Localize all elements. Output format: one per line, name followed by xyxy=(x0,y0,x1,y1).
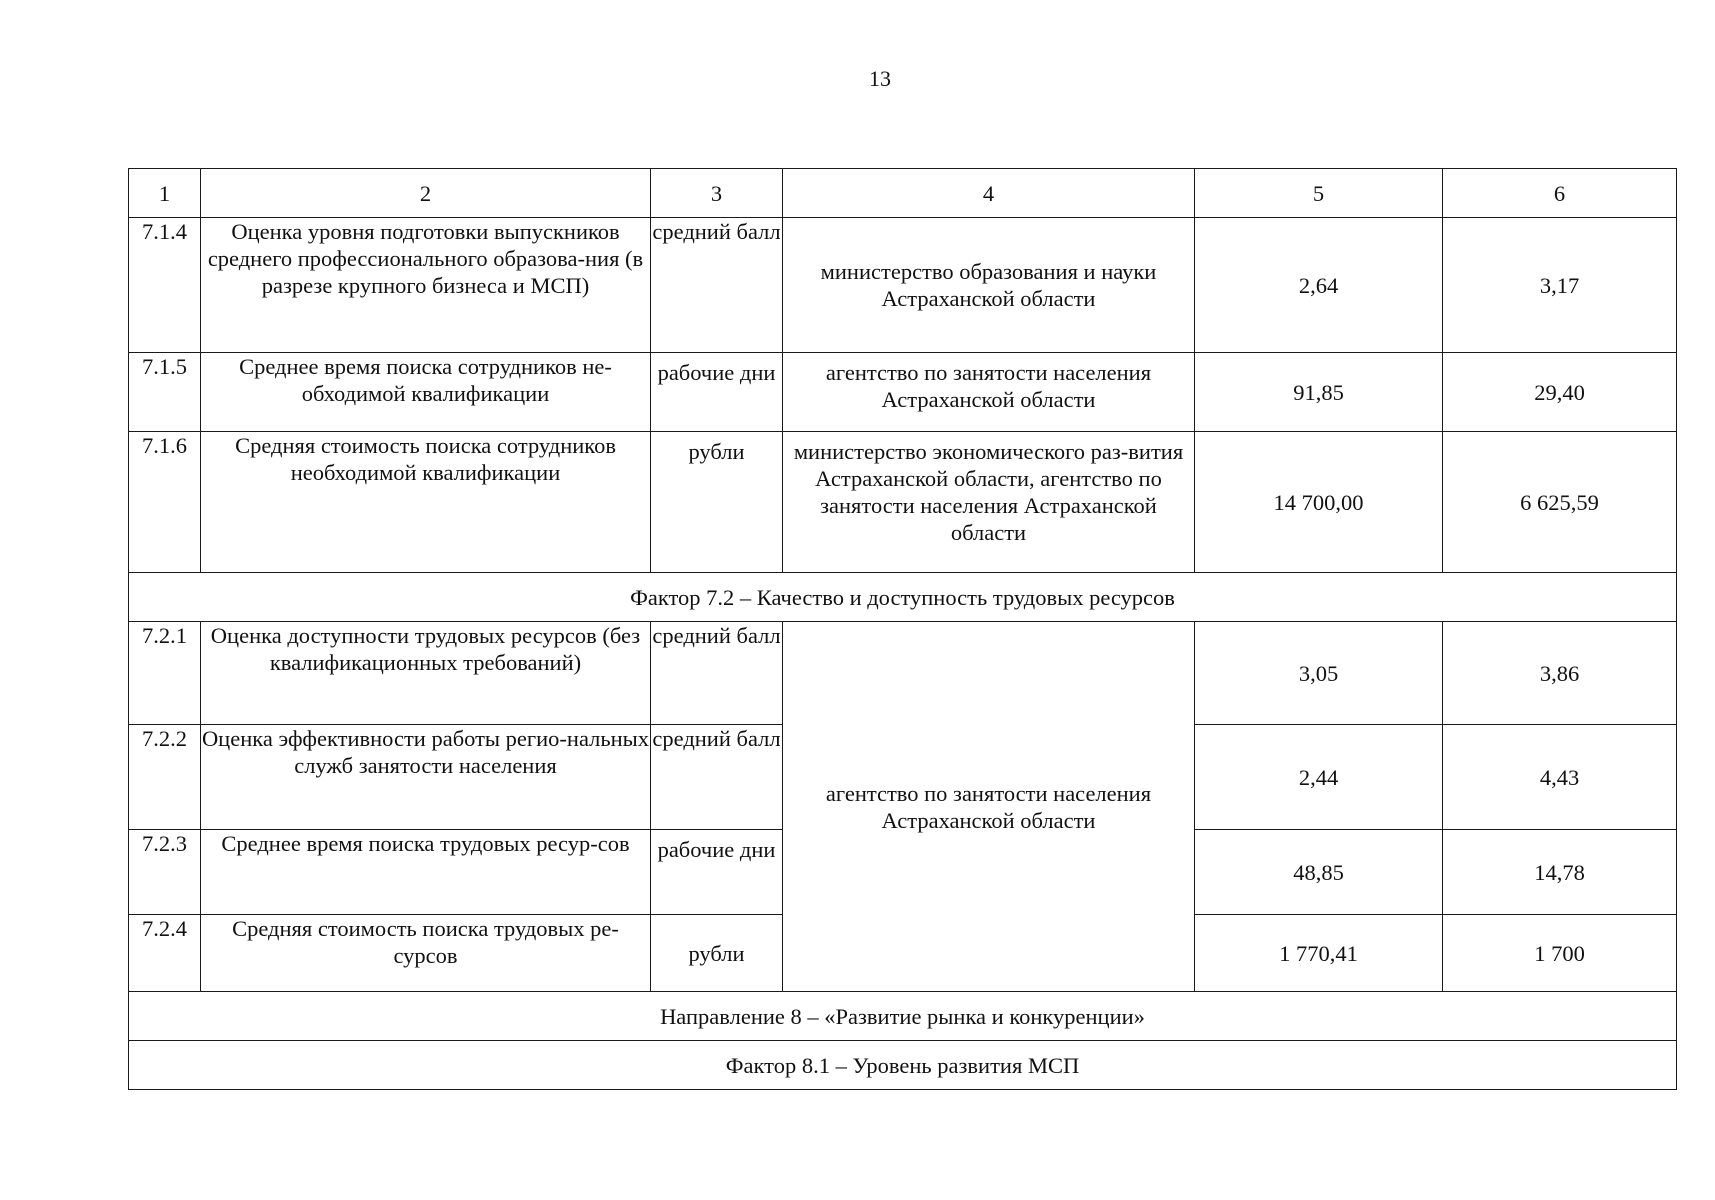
table-row xyxy=(129,432,1677,573)
direction-row xyxy=(129,992,1677,1041)
value-col5: 2,44 xyxy=(1195,725,1443,830)
unit-cell: рубли xyxy=(651,915,783,992)
row-number: 7.2.4 xyxy=(129,915,201,992)
indicators-table xyxy=(128,168,1677,1090)
source-cell-merged: агентство по занятости населения Астраханской области xyxy=(783,622,1195,992)
indicator-name: Средняя стоимость поиска трудовых ре-сурсов xyxy=(201,915,651,992)
unit-cell: средний балл xyxy=(651,218,783,353)
row-number: 7.1.4 xyxy=(129,218,201,353)
value-col6: 29,40 xyxy=(1443,353,1677,432)
value-col5: 14 700,00 xyxy=(1195,432,1443,573)
table-row xyxy=(129,353,1677,432)
value-col6: 6 625,59 xyxy=(1443,432,1677,573)
column-header: 3 xyxy=(651,169,783,218)
page-number: 13 xyxy=(869,66,891,91)
row-number: 7.2.1 xyxy=(129,622,201,725)
source-cell: агентство по занятости населения Астраханской области xyxy=(783,353,1195,432)
source-cell: министерство образования и науки Астраханской области xyxy=(783,218,1195,353)
table-row xyxy=(129,622,1677,725)
column-header: 5 xyxy=(1195,169,1443,218)
column-header: 4 xyxy=(783,169,1195,218)
unit-cell: средний балл xyxy=(651,622,783,725)
row-number: 7.1.5 xyxy=(129,353,201,432)
value-col6: 3,17 xyxy=(1443,218,1677,353)
source-cell: министерство экономического раз-вития Астраханской области, агентство по занятости населения Астраханской области xyxy=(783,432,1195,573)
value-col5: 91,85 xyxy=(1195,353,1443,432)
value-col5: 3,05 xyxy=(1195,622,1443,725)
indicator-name: Среднее время поиска сотрудников не-обходимой квалификации xyxy=(201,353,651,432)
column-header: 6 xyxy=(1443,169,1677,218)
table-header-row xyxy=(129,169,1677,218)
factor-heading: Фактор 7.2 – Качество и доступность трудовых ресурсов xyxy=(129,573,1677,622)
indicator-name: Оценка доступности трудовых ресурсов (без квалификационных требований) xyxy=(201,622,651,725)
direction-heading: Направление 8 – «Развитие рынка и конкуренции» xyxy=(129,992,1677,1041)
value-col6: 3,86 xyxy=(1443,622,1677,725)
row-number: 7.2.2 xyxy=(129,725,201,830)
value-col6: 14,78 xyxy=(1443,830,1677,915)
indicator-name: Оценка уровня подготовки выпускников среднего профессионального образова-ния (в разрезе крупного бизнеса и МСП) xyxy=(201,218,651,353)
value-col5: 48,85 xyxy=(1195,830,1443,915)
value-col5: 1 770,41 xyxy=(1195,915,1443,992)
factor-row xyxy=(129,1041,1677,1090)
factor-heading: Фактор 8.1 – Уровень развития МСП xyxy=(129,1041,1677,1090)
indicator-name: Средняя стоимость поиска сотрудников необходимой квалификации xyxy=(201,432,651,573)
unit-cell: средний балл xyxy=(651,725,783,830)
column-header: 2 xyxy=(201,169,651,218)
row-number: 7.1.6 xyxy=(129,432,201,573)
unit-cell: рабочие дни xyxy=(651,353,783,432)
table-row xyxy=(129,218,1677,353)
value-col5: 2,64 xyxy=(1195,218,1443,353)
unit-cell: рабочие дни xyxy=(651,830,783,915)
row-number: 7.2.3 xyxy=(129,830,201,915)
unit-cell: рубли xyxy=(651,432,783,573)
value-col6: 4,43 xyxy=(1443,725,1677,830)
column-header: 1 xyxy=(129,169,201,218)
factor-row xyxy=(129,573,1677,622)
indicator-name: Среднее время поиска трудовых ресур-сов xyxy=(201,830,651,915)
indicator-name: Оценка эффективности работы регио-нальных служб занятости населения xyxy=(201,725,651,830)
value-col6: 1 700 xyxy=(1443,915,1677,992)
